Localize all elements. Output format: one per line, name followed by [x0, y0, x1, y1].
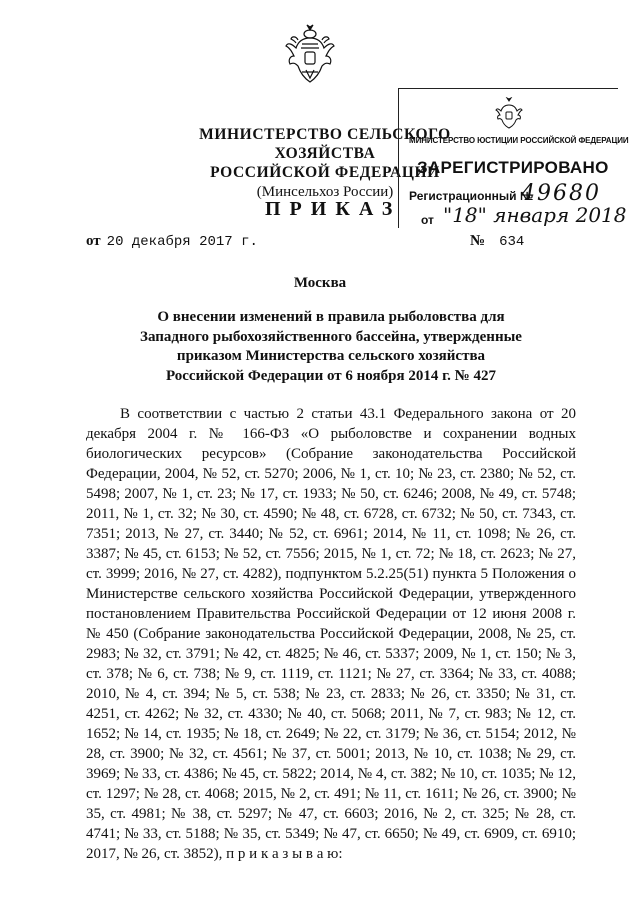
order-subject: [86, 308, 576, 386]
stamp-reg-label: Регистрационный №: [409, 189, 534, 203]
stamp-status: ЗАРЕГИСТРИРОВАНО: [417, 158, 609, 177]
ministry-short-name: (Минсельхоз России): [256, 184, 394, 200]
order-date: [86, 233, 258, 250]
order-number: [470, 233, 524, 250]
registration-stamp: [398, 88, 629, 228]
ministry-name-line2: РОССИЙСКОЙ ФЕДЕРАЦИИ: [210, 164, 440, 181]
order-number-value: 634: [499, 234, 525, 250]
stamp-date-label: от: [421, 213, 434, 227]
order-body: [86, 404, 576, 864]
ministry-name-line1: МИНИСТЕРСТВО СЕЛЬСКОГО ХОЗЯЙСТВА: [199, 126, 451, 162]
subject-line: Российской Федерации от 6 ноября 2014 г. № 427: [165, 367, 497, 384]
stamp-emblem-icon: [495, 97, 523, 131]
order-date-value: 20 декабря 2017 г.: [106, 234, 258, 250]
order-number-prefix: №: [470, 233, 486, 249]
state-emblem-icon: [284, 22, 336, 88]
subject-line: О внесении изменений в правила рыболовства для: [157, 309, 505, 325]
subject-line: приказом Министерства сельского хозяйства: [176, 348, 486, 364]
stamp-reg-number: 49680: [521, 181, 601, 206]
city: Москва: [293, 275, 347, 291]
stamp-agency: МИНИСТЕРСТВО ЮСТИЦИИ РОССИЙСКОЙ ФЕДЕРАЦИИ: [409, 136, 629, 145]
order-date-prefix: от: [86, 233, 101, 249]
subject-line: Западного рыбохозяйственного бассейна, утвержденные: [140, 328, 522, 345]
stamp-date-value: "18" января 2018: [443, 203, 627, 227]
body-paragraph: В соответствии с частью 2 статьи 43.1 Федерального закона от 20 декабря 2004 г. № 166-ФЗ «О рыболовстве и сохранении водных биологических ресурсов» (Собрание законодательства Российской Федерации, 2004, № 52, ст. 5270; 2006, № 1, ст. 10; № 23, ст. 2380; № 52, ст. 5498; 2007, № 1, ст. 23; № 17, ст. 1933; № 50, ст. 6246; 2008, № 49, ст. 5748; 2011, № 1, ст. 32; № 30, ст. 4590; № 48, ст. 6728, ст. 6732; № 50, ст. 7343, ст. 7351; 2013, № 27, ст. 3440; № 52, ст. 6961; 2014, № 11, ст. 1098; № 26, ст. 3387; № 45, ст. 6153; № 52, ст. 7556; 2015, № 1, ст. 72; № 18, ст. 2623; № 27, ст. 3999; 2016, № 27, ст. 4282), подпунктом 5.2.25(51) пункта 5 Положения о Министерстве сельского хозяйства Российской Федерации, утвержденного постановлением Правительства Российской Федерации от 12 июня 2008 г. № 450 (Собрание законодательства Российской Федерации, 2008, № 25, ст. 2983; № 32, ст. 3791; № 42, ст. 4825; № 46, ст. 5337; 2009, № 1, ст. 150; № 3, ст. 378; № 6, ст. 738; № 9, ст. 1119, ст. 1121; № 27, ст. 3364; № 33, ст. 4088; 2010, № 4, ст. 394; № 5, ст. 538; № 23, ст. 2833; № 26, ст. 3350; № 31, ст. 4251, ст. 4262; № 32, ст. 4330; № 40, ст. 5068; 2011, № 7, ст. 983; № 12, ст. 1652; № 14, ст. 1935; № 18, ст. 2649; № 22, ст. 3179; № 36, ст. 5154; 2012, № 28, ст. 3900; № 32, ст. 4561; № 37, ст. 5001; 2013, № 10, ст. 1038; № 29, ст. 3969; № 33, ст. 4386; № 45, ст. 5822; 2014, № 4, ст. 382; № 10, ст. 1035; № 12, ст. 1297; № 28, ст. 4068; 2015, № 2, ст. 491; № 11, ст. 1611; № 26, ст. 3900; № 35, ст. 4981; № 38, ст. 5297; № 47, ст. 6603; 2016, № 2, ст. 325; № 28, ст. 4741; № 33, ст. 5188; № 35, ст. 5349; № 47, ст. 6650; № 49, ст. 6909, ст. 6910; 2017, № 26, ст. 3852), п р и к а з ы в а ю:: [86, 406, 576, 862]
document-type-title: ПРИКАЗ: [265, 198, 402, 220]
